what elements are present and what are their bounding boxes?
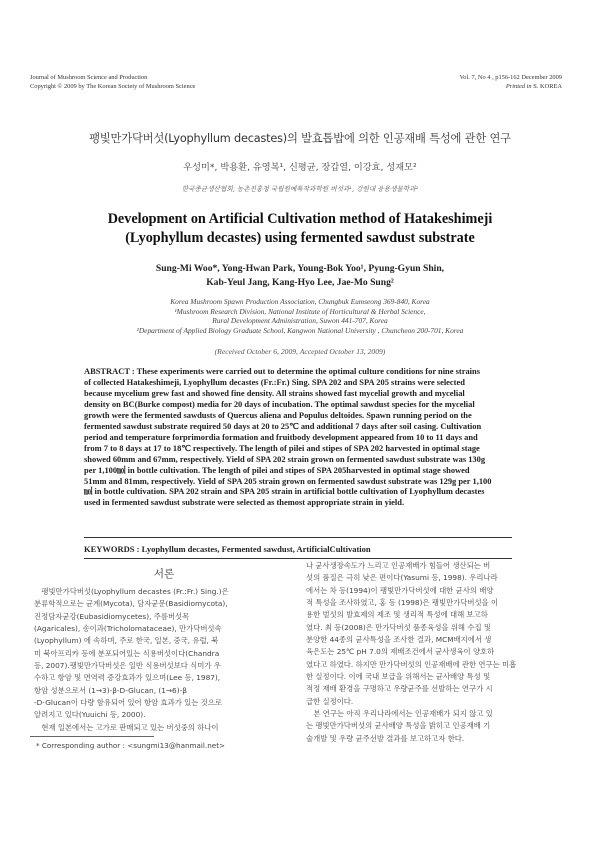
body-line: 육은도는 25℃ pH 7.0의 제배조건에서 균사생육이 양호하 xyxy=(306,647,495,657)
body-line: 였다고 하였다. 하지만 만가닥버섯의 인공재배에 관한 연구는 미흡 xyxy=(306,659,517,669)
copyright-line: Copyright © 2009 by The Korean Society of Mushroom Science xyxy=(30,82,196,90)
english-authors xyxy=(0,262,600,289)
abstract-line: ㏖ in bottle cultivation. SPA 202 strain and SPA 205 strain in artificial bottle cultivation of Lyophyllum decastes xyxy=(84,486,485,497)
abstract-line: 51mm and 81mm, respectively. Yield of SPA 205 strain grown on fermented sawdust substrate was 129g per 1,100 xyxy=(84,475,492,486)
divider-top xyxy=(84,537,512,538)
body-line: 였다. 최 등(2008)은 만가닥버섯 품종육성을 위해 수집 및 xyxy=(306,622,491,632)
affiliation-line: Rural Development Administration, Suwon 441-707, Korea xyxy=(212,316,388,326)
abstract-line: because mycelium grew fast and showed fine density. All strains showed fast mycelial growth and mycelial xyxy=(84,387,465,398)
abstract-line: per 1,100㏖ in bottle cultivation. The length of pilei and stipes of SPA 205harvested in optimal stage showed xyxy=(84,464,470,475)
section-title: 서론 xyxy=(153,568,175,580)
english-authors-line: Kab-Yeul Jang, Kang-Hyo Lee, Jae-Mo Sung² xyxy=(206,276,394,288)
abstract-line: fermented sawdust substrate required 50 days at 20 to 25℃ and additional 7 days after soil casing. Cultivation xyxy=(84,420,482,431)
body-line: 나 균사생장속도가 느리고 인공재배가 힘들어 생산되는 버 xyxy=(306,561,491,570)
affiliation-line: ²Department of Applied Biology Graduate School, Kangwon National University , Chuncheon 200-701, Korea xyxy=(136,325,464,335)
abstract xyxy=(84,366,512,508)
body-line: -D-Glucan이 다량 함유되어 있어 항암 효과가 있는 것으로 xyxy=(34,698,222,708)
body-line: 술개발 및 우량 균주선발 결과를 보고하고자 한다. xyxy=(306,733,465,743)
body-line: 분류학적으로는 균계(Mycota), 담자균문(Basidiomycota), xyxy=(34,599,228,609)
english-affiliations xyxy=(0,297,600,335)
printed-line xyxy=(460,83,562,92)
english-title-line: Development on Artificial Cultivation method of Hatakeshimeji xyxy=(107,211,493,227)
footnote-rule xyxy=(30,736,154,737)
body-line: 등, 2007).팽빛만가닥버섯은 일반 식용버섯보다 식미가 우 xyxy=(34,661,221,671)
journal-name: Journal of Mushroom Science and Production xyxy=(30,74,148,81)
abstract-line: growth were the fermented sawdusts of Quercus aliena and Populus deltoides. Spawn running period on the xyxy=(84,409,472,420)
body-line: 에서는 차 등(1994)이 팽빛만가닥버섯에 대한 균사의 배양 xyxy=(306,585,494,595)
english-title-line: (Lyophyllum decastes) using fermented sawdust substrate xyxy=(125,230,475,246)
corresponding-author-footnote: * Corresponding author : <sungmi13@hanmail.net> xyxy=(36,741,226,750)
volume-line: Vol. 7, No 4 , p156-162 December 2009 xyxy=(459,74,562,81)
affiliation-line: ¹Mushroom Research Division, National Institute of Horticultural & Herbal Science, xyxy=(174,306,426,316)
body-line: 미 북아프리카 등에 분포되어있는 식용버섯이다(Chandra xyxy=(34,648,220,658)
korean-title: 팽빛만가닥버섯(Lyophyllum decastes)의 발효톱밥에 의한 인공재배 특성에 관한 연구 xyxy=(89,132,511,145)
body-line: 적정 재배 환경을 구명하고 우량균주를 선발하는 연구가 시 xyxy=(306,684,493,694)
body-line: 현재 일본에서는 고가로 판매되고 있는 버섯중의 하나이 xyxy=(34,722,219,732)
body-column-left xyxy=(34,586,296,734)
body-line: 급한 실정이다. xyxy=(306,696,354,706)
english-authors-line: Sung-Mi Woo*, Yong-Hwan Park, Young-Bok Yoo¹, Pyung-Gyun Shin, xyxy=(155,263,445,274)
printed-label: Printed in xyxy=(505,82,532,90)
english-title xyxy=(0,210,600,248)
received-dates: (Received October 6, 2009, Accepted October 13, 2009) xyxy=(214,347,386,356)
body-line: 용한 벌섯의 발효제의 제조 및 생리적 특성에 대해 보고하 xyxy=(306,610,488,620)
body-line: 알려지고 있다(Yuuichi 등, 2000). xyxy=(34,710,146,720)
body-column-right xyxy=(306,560,574,745)
keywords: KEYWORDS : Lyophyllum decastes, Fermented sawdust, ArtificialCultivation xyxy=(84,544,371,554)
body-line: 한 실정이다. 이에 국내 보급을 위해서는 균사배양 특성 및 xyxy=(306,672,491,682)
body-line: (Lyophyllum) 에 속하며, 주로 한국, 일본, 중국, 유럽, 북 xyxy=(34,636,219,646)
body-line: (Agaricales), 송이과(Tricholomataceae), 만가닥버섯속 xyxy=(34,624,222,634)
abstract-line: of collected Hatakeshimeji, Lyophyllum decastes (Fr.:Fr.) Sing. SPA 202 and SPA 205 strains were selected xyxy=(84,376,465,387)
abstract-line: showed 60mm and 67mm, respectively. Yield of SPA 202 strain grown on fermented sawdust substrate was 130g xyxy=(84,453,486,464)
journal-header xyxy=(30,74,195,91)
korean-authors: 우성미*, 박용환, 유영복¹, 신평균, 장갑열, 이강효, 성재모² xyxy=(183,162,417,173)
body-line: 섯의 품질은 극히 낮은 편이다(Yasumi 등, 1998). 우리나라 xyxy=(306,573,498,583)
body-line: 팽빛만가닥버섯(Lyophyllum decastes (Fr.:Fr.) Sing.)은 xyxy=(34,587,229,596)
abstract-line: ABSTRACT : These experiments were carried out to determine the optimal culture conditions for nine strains xyxy=(84,366,480,376)
body-line: 는 팽빛만가닥버섯의 균사배양 특성을 밝히고 인공재배 기 xyxy=(306,721,491,731)
body-line: 본 연구는 아직 우리나라에서는 인공재배가 되지 않고 있 xyxy=(306,709,493,719)
divider-bottom xyxy=(84,558,512,559)
abstract-line: used in fermented sawdust substrate were selected as themost appropriate strain in yield. xyxy=(84,497,405,508)
printed-country: S. KOREA xyxy=(531,82,562,90)
affiliation-line: Korea Mushroom Spawn Production Association, Chungbuk Eumseong 369-840, Korea xyxy=(170,297,430,306)
body-line: 항암 성분으로서 (1→3)-β-D-Glucan, (1→6)-β xyxy=(34,685,187,695)
korean-affiliation: 한국종균생산협회, 농촌진흥청 국립원예특작과학원 버섯과¹, 강원대 응용생물학과² xyxy=(181,185,419,193)
body-line: 적 특성을 조사하였고, 홍 등 (1998)은 팽빛만가닥버섯을 이 xyxy=(306,598,499,608)
abstract-line: period and temperature forprimordia formation and fruitbody development appeared from 10 to 11 days and xyxy=(84,431,478,442)
body-line: 수하고 항암 및 면역력 증강효과가 있으며(Lee 등, 1987), xyxy=(34,673,221,683)
issue-header xyxy=(460,74,562,91)
body-line: 분양한 44종의 균사특성을 조사한 결과, MCM배지에서 생 xyxy=(306,635,492,645)
body-line: 진정담자균강(Eubasidiomycetes), 주름버섯목 xyxy=(34,611,190,621)
abstract-line: from 7 to 8 days at 17 to 18℃ respectively. The length of pilei and stipes of SPA 202 harvested in optimal stage xyxy=(84,442,480,453)
abstract-line: density on BC(Burke compost) media for 20 days of incubation. The optimal sawdust species for the mycelial xyxy=(84,398,475,409)
